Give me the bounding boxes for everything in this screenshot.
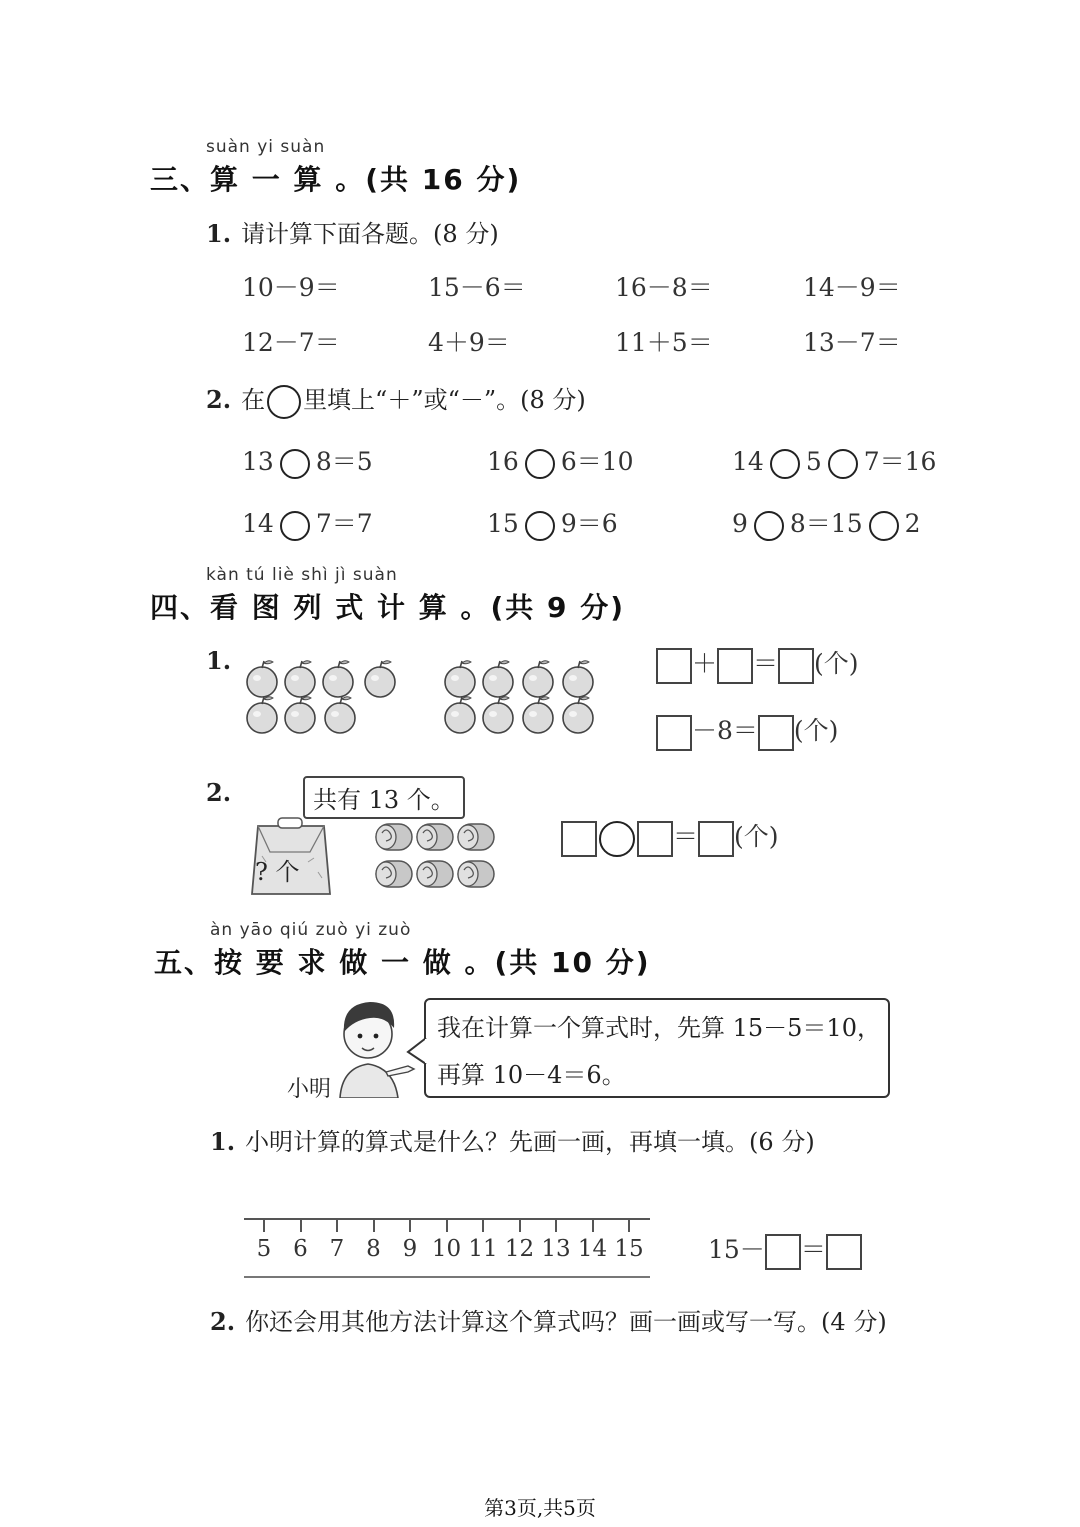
s4-q2-eq <box>561 817 779 857</box>
number-line-tick <box>446 1220 448 1232</box>
operand: 9＝6 <box>560 509 618 538</box>
s3-q2-r2c2 <box>487 504 618 541</box>
answer-circle[interactable] <box>869 511 899 541</box>
number-line-tick-label: 14 <box>577 1236 608 1262</box>
answer-circle[interactable] <box>754 511 784 541</box>
number-line-bottom <box>244 1276 650 1278</box>
number-line-tick-label: 6 <box>293 1236 308 1262</box>
number-line-tick-label: 10 <box>431 1236 462 1262</box>
unit-label: (个) <box>734 822 779 851</box>
s3-q1-r1-1: 10－9＝ <box>242 273 340 302</box>
s4-q2-num: 2. <box>206 778 232 807</box>
blank-circle <box>267 385 301 419</box>
cakes-illustration <box>372 820 502 892</box>
number-line-tick <box>555 1220 557 1232</box>
number-line-tick-label: 9 <box>402 1236 418 1262</box>
answer-circle[interactable] <box>280 449 310 479</box>
s3-q2-r1c1 <box>242 442 373 479</box>
s4-q1-number <box>206 646 241 675</box>
answer-box[interactable] <box>561 821 597 857</box>
unit-label: (个) <box>814 649 859 678</box>
s3-q1-r2-3: 11＋5＝ <box>615 328 713 357</box>
equals-sign: ＝ <box>753 649 779 678</box>
section5-pinyin: àn yāo qiú zuò yi zuò <box>210 920 412 940</box>
number-line-tick <box>592 1220 594 1232</box>
cake-roll-icon <box>376 861 412 887</box>
apple-icon <box>483 697 513 733</box>
number-line-tick <box>373 1220 375 1232</box>
number-line-tick-label: 8 <box>366 1236 381 1262</box>
cake-roll-icon <box>458 824 494 850</box>
s4-q1-eq2 <box>656 711 838 751</box>
number-line-tick <box>409 1220 411 1232</box>
apple-icon <box>483 661 513 697</box>
eq-start: 15－ <box>708 1235 765 1264</box>
s5-q2-number: 2. <box>210 1307 236 1336</box>
apple-icon <box>523 697 553 733</box>
operand: 13 <box>242 447 274 476</box>
s3-q2-text-after: 里填上“＋”或“－”。(8 分) <box>303 386 586 414</box>
bag-question-text: ? 个 <box>255 858 300 886</box>
section5-title: 五、按 要 求 做 一 做 。(共 10 分) <box>154 946 651 979</box>
apple-icon <box>247 661 277 697</box>
number-line-tick-label: 11 <box>468 1236 498 1262</box>
speech-line-2: 再算 10－4＝6。 <box>437 1061 626 1089</box>
answer-box[interactable] <box>717 648 753 684</box>
apple-icon <box>445 661 475 697</box>
answer-box[interactable] <box>656 715 692 751</box>
total-label-box: 共有 13 个。 <box>303 776 465 819</box>
s3-q1-r1-2: 15－6＝ <box>428 273 526 302</box>
apple-icon <box>563 661 593 697</box>
apple-icon <box>445 697 475 733</box>
s5-q1-number: 1. <box>210 1127 236 1156</box>
equals-sign: ＝ <box>800 1235 826 1264</box>
answer-circle[interactable] <box>770 449 800 479</box>
s3-q1-r2-1: 12－7＝ <box>242 328 340 357</box>
s3-q1-number: 1. <box>206 219 232 248</box>
answer-box[interactable] <box>656 648 692 684</box>
apple-icon <box>563 697 593 733</box>
s3-q2-r2c3 <box>732 504 921 541</box>
number-line-tick <box>519 1220 521 1232</box>
speech-bubble-tail <box>406 1036 428 1066</box>
answer-box[interactable] <box>778 648 814 684</box>
minus-eight: －8＝ <box>692 716 758 745</box>
answer-circle[interactable] <box>525 511 555 541</box>
operand: 14 <box>242 509 274 538</box>
operand: 9 <box>732 509 748 538</box>
s3-q1-r2-2: 4＋9＝ <box>428 328 510 357</box>
operand: 5 <box>805 447 822 476</box>
operand: 2 <box>904 509 921 538</box>
operand: 8＝15 <box>789 509 863 538</box>
cake-roll-icon <box>417 861 453 887</box>
operand: 15 <box>487 509 519 538</box>
number-line-tick-label: 12 <box>504 1236 535 1262</box>
apple-icon <box>285 661 315 697</box>
s3-q1-r2-4: 13－7＝ <box>803 328 901 357</box>
speaker-name: 小明 <box>287 1077 332 1102</box>
s5-q1-text: 小明计算的算式是什么？先画一画，再填一填。(6 分) <box>245 1128 815 1156</box>
s5-q1-eq <box>708 1230 862 1270</box>
page-footer: 第3页,共5页 <box>484 1496 596 1520</box>
operand: 14 <box>732 447 764 476</box>
number-line-tick <box>628 1220 630 1232</box>
cake-roll-icon <box>417 824 453 850</box>
s4-q2-number <box>206 778 241 807</box>
apple-icon <box>323 661 353 697</box>
answer-circle[interactable] <box>599 821 635 857</box>
apple-icon <box>523 661 553 697</box>
cake-roll-icon <box>458 861 494 887</box>
answer-box[interactable] <box>637 821 673 857</box>
number-line-tick-label: 7 <box>329 1236 345 1262</box>
s3-q2-r1c3 <box>732 442 936 479</box>
number-line-tick <box>263 1220 265 1232</box>
number-line-tick-label: 13 <box>541 1236 571 1262</box>
s3-q1-r1-3: 16－8＝ <box>615 273 713 302</box>
speech-line-1: 我在计算一个算式时，先算 15－5＝10， <box>437 1014 881 1042</box>
equals-sign: ＝ <box>673 822 699 851</box>
number-line-tick <box>300 1220 302 1232</box>
apples-illustration <box>240 656 605 738</box>
s3-q2-heading <box>206 380 586 419</box>
answer-box[interactable] <box>698 821 734 857</box>
number-line-tick <box>482 1220 484 1232</box>
operand: 6＝10 <box>560 447 634 476</box>
s3-q2-r2c1 <box>242 504 373 541</box>
apple-icon <box>365 661 395 697</box>
s5-q1-heading <box>210 1122 815 1157</box>
s5-q2-text: 你还会用其他方法计算这个算式吗？画一画或写一写。(4 分) <box>245 1308 887 1336</box>
s3-q2-text-before: 在 <box>241 386 266 414</box>
operand: 7＝7 <box>315 509 373 538</box>
section4-pinyin: kàn tú liè shì jì suàn <box>206 565 398 585</box>
unit-label: (个) <box>793 716 839 745</box>
apple-icon <box>325 697 355 733</box>
s3-q1-heading <box>206 214 499 249</box>
s4-q1-eq1 <box>656 644 859 684</box>
s5-q2-heading <box>210 1302 887 1337</box>
answer-box[interactable] <box>758 715 794 751</box>
section3-pinyin: suàn yi suàn <box>206 137 326 157</box>
number-line-tick-label: 15 <box>614 1236 644 1262</box>
section4-title: 四、看 图 列 式 计 算 。(共 9 分) <box>150 591 626 624</box>
s3-q1-r1-4: 14－9＝ <box>803 273 901 302</box>
cake-roll-icon <box>376 824 412 850</box>
plus-sign: ＋ <box>692 649 718 678</box>
answer-circle[interactable] <box>280 511 310 541</box>
s3-q2-r1c2 <box>487 442 634 479</box>
apple-icon <box>247 697 277 733</box>
section3-title: 三、算 一 算 。(共 16 分) <box>150 163 522 196</box>
answer-box[interactable] <box>765 1234 801 1270</box>
number-line-tick <box>336 1220 338 1232</box>
apple-icon <box>285 697 315 733</box>
s3-q1-text: 请计算下面各题。(8 分) <box>241 220 499 248</box>
s3-q2-number: 2. <box>206 385 232 414</box>
operand: 7＝16 <box>863 447 937 476</box>
answer-circle[interactable] <box>828 449 858 479</box>
number-line <box>244 1218 650 1280</box>
operand: 8＝5 <box>315 447 373 476</box>
answer-circle[interactable] <box>525 449 555 479</box>
answer-box[interactable] <box>826 1234 862 1270</box>
number-line-tick-label: 5 <box>256 1236 272 1262</box>
operand: 16 <box>487 447 519 476</box>
s4-q1-num: 1. <box>206 646 232 675</box>
